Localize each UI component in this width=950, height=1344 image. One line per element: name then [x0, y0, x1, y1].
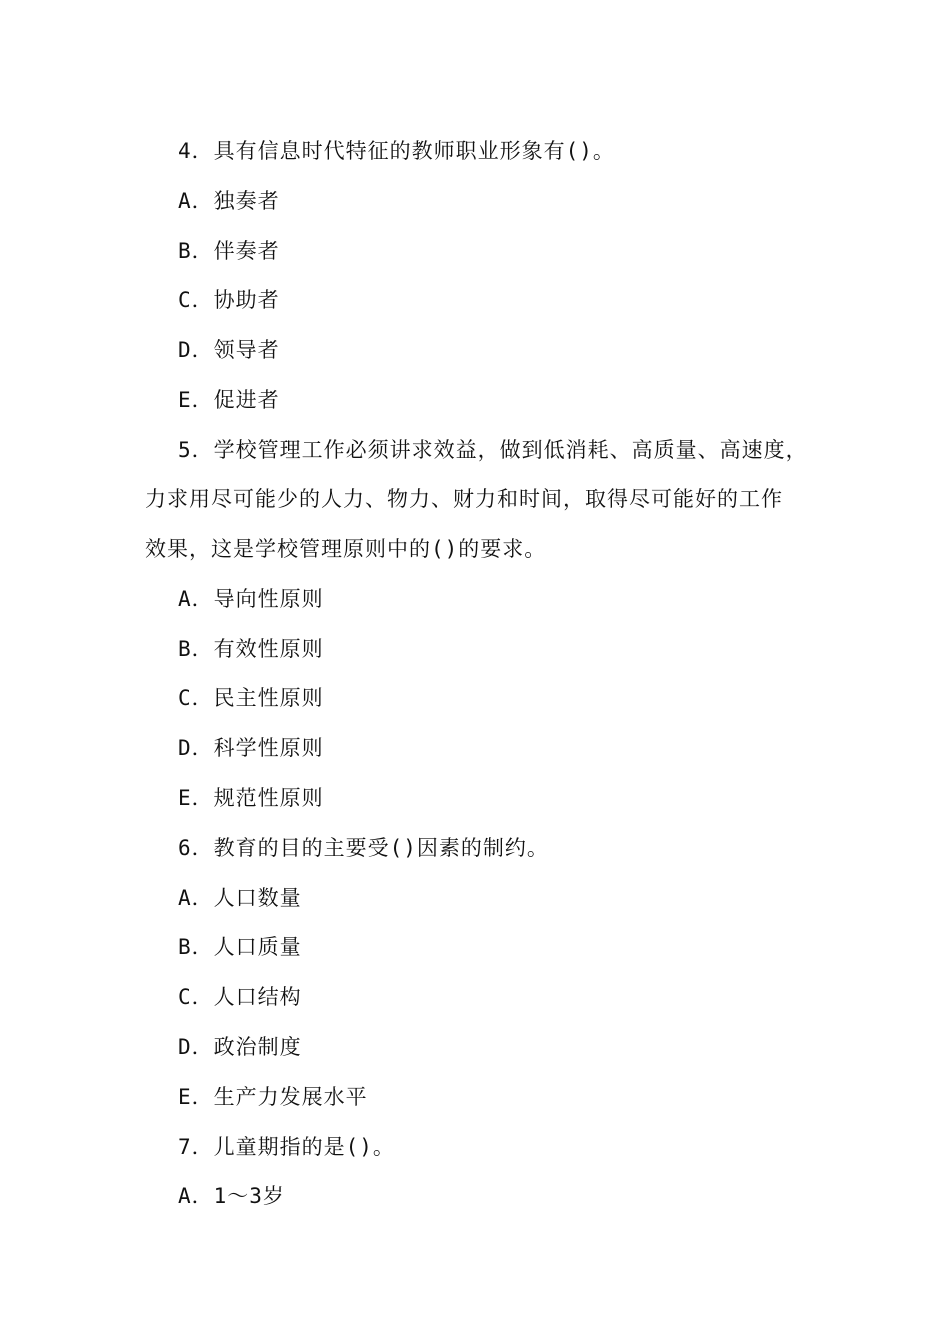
question-5-stem-line-1: 5．学校管理工作必须讲求效益，做到低消耗、高质量、高速度，: [178, 438, 808, 462]
question-4-option-b: B．伴奏者: [178, 239, 280, 263]
question-5-option-d: D．科学性原则: [178, 736, 324, 760]
question-5-option-b: B．有效性原则: [178, 637, 324, 661]
question-5-option-a: A．导向性原则: [178, 587, 324, 611]
question-4-option-d: D．领导者: [178, 338, 280, 362]
question-4-option-c: C．协助者: [178, 288, 280, 312]
question-6-option-e: E．生产力发展水平: [178, 1085, 368, 1109]
question-5-option-e: E．规范性原则: [178, 786, 324, 810]
question-4-option-a: A．独奏者: [178, 189, 280, 213]
question-4-stem: 4．具有信息时代特征的教师职业形象有()。: [178, 139, 615, 163]
question-5-stem-line-2: 力求用尽可能少的人力、物力、财力和时间，取得尽可能好的工作: [145, 487, 783, 511]
question-4-option-e: E．促进者: [178, 388, 280, 412]
question-5-stem-line-3: 效果，这是学校管理原则中的()的要求。: [145, 537, 547, 561]
question-6-option-c: C．人口结构: [178, 985, 302, 1009]
question-7-stem: 7．儿童期指的是()。: [178, 1135, 395, 1159]
question-6-option-b: B．人口质量: [178, 935, 302, 959]
question-6-stem: 6．教育的目的主要受()因素的制约。: [178, 836, 549, 860]
question-5-option-c: C．民主性原则: [178, 686, 324, 710]
question-7-option-a: A．1～3岁: [178, 1184, 285, 1208]
question-6-option-d: D．政治制度: [178, 1035, 302, 1059]
question-6-option-a: A．人口数量: [178, 886, 302, 910]
